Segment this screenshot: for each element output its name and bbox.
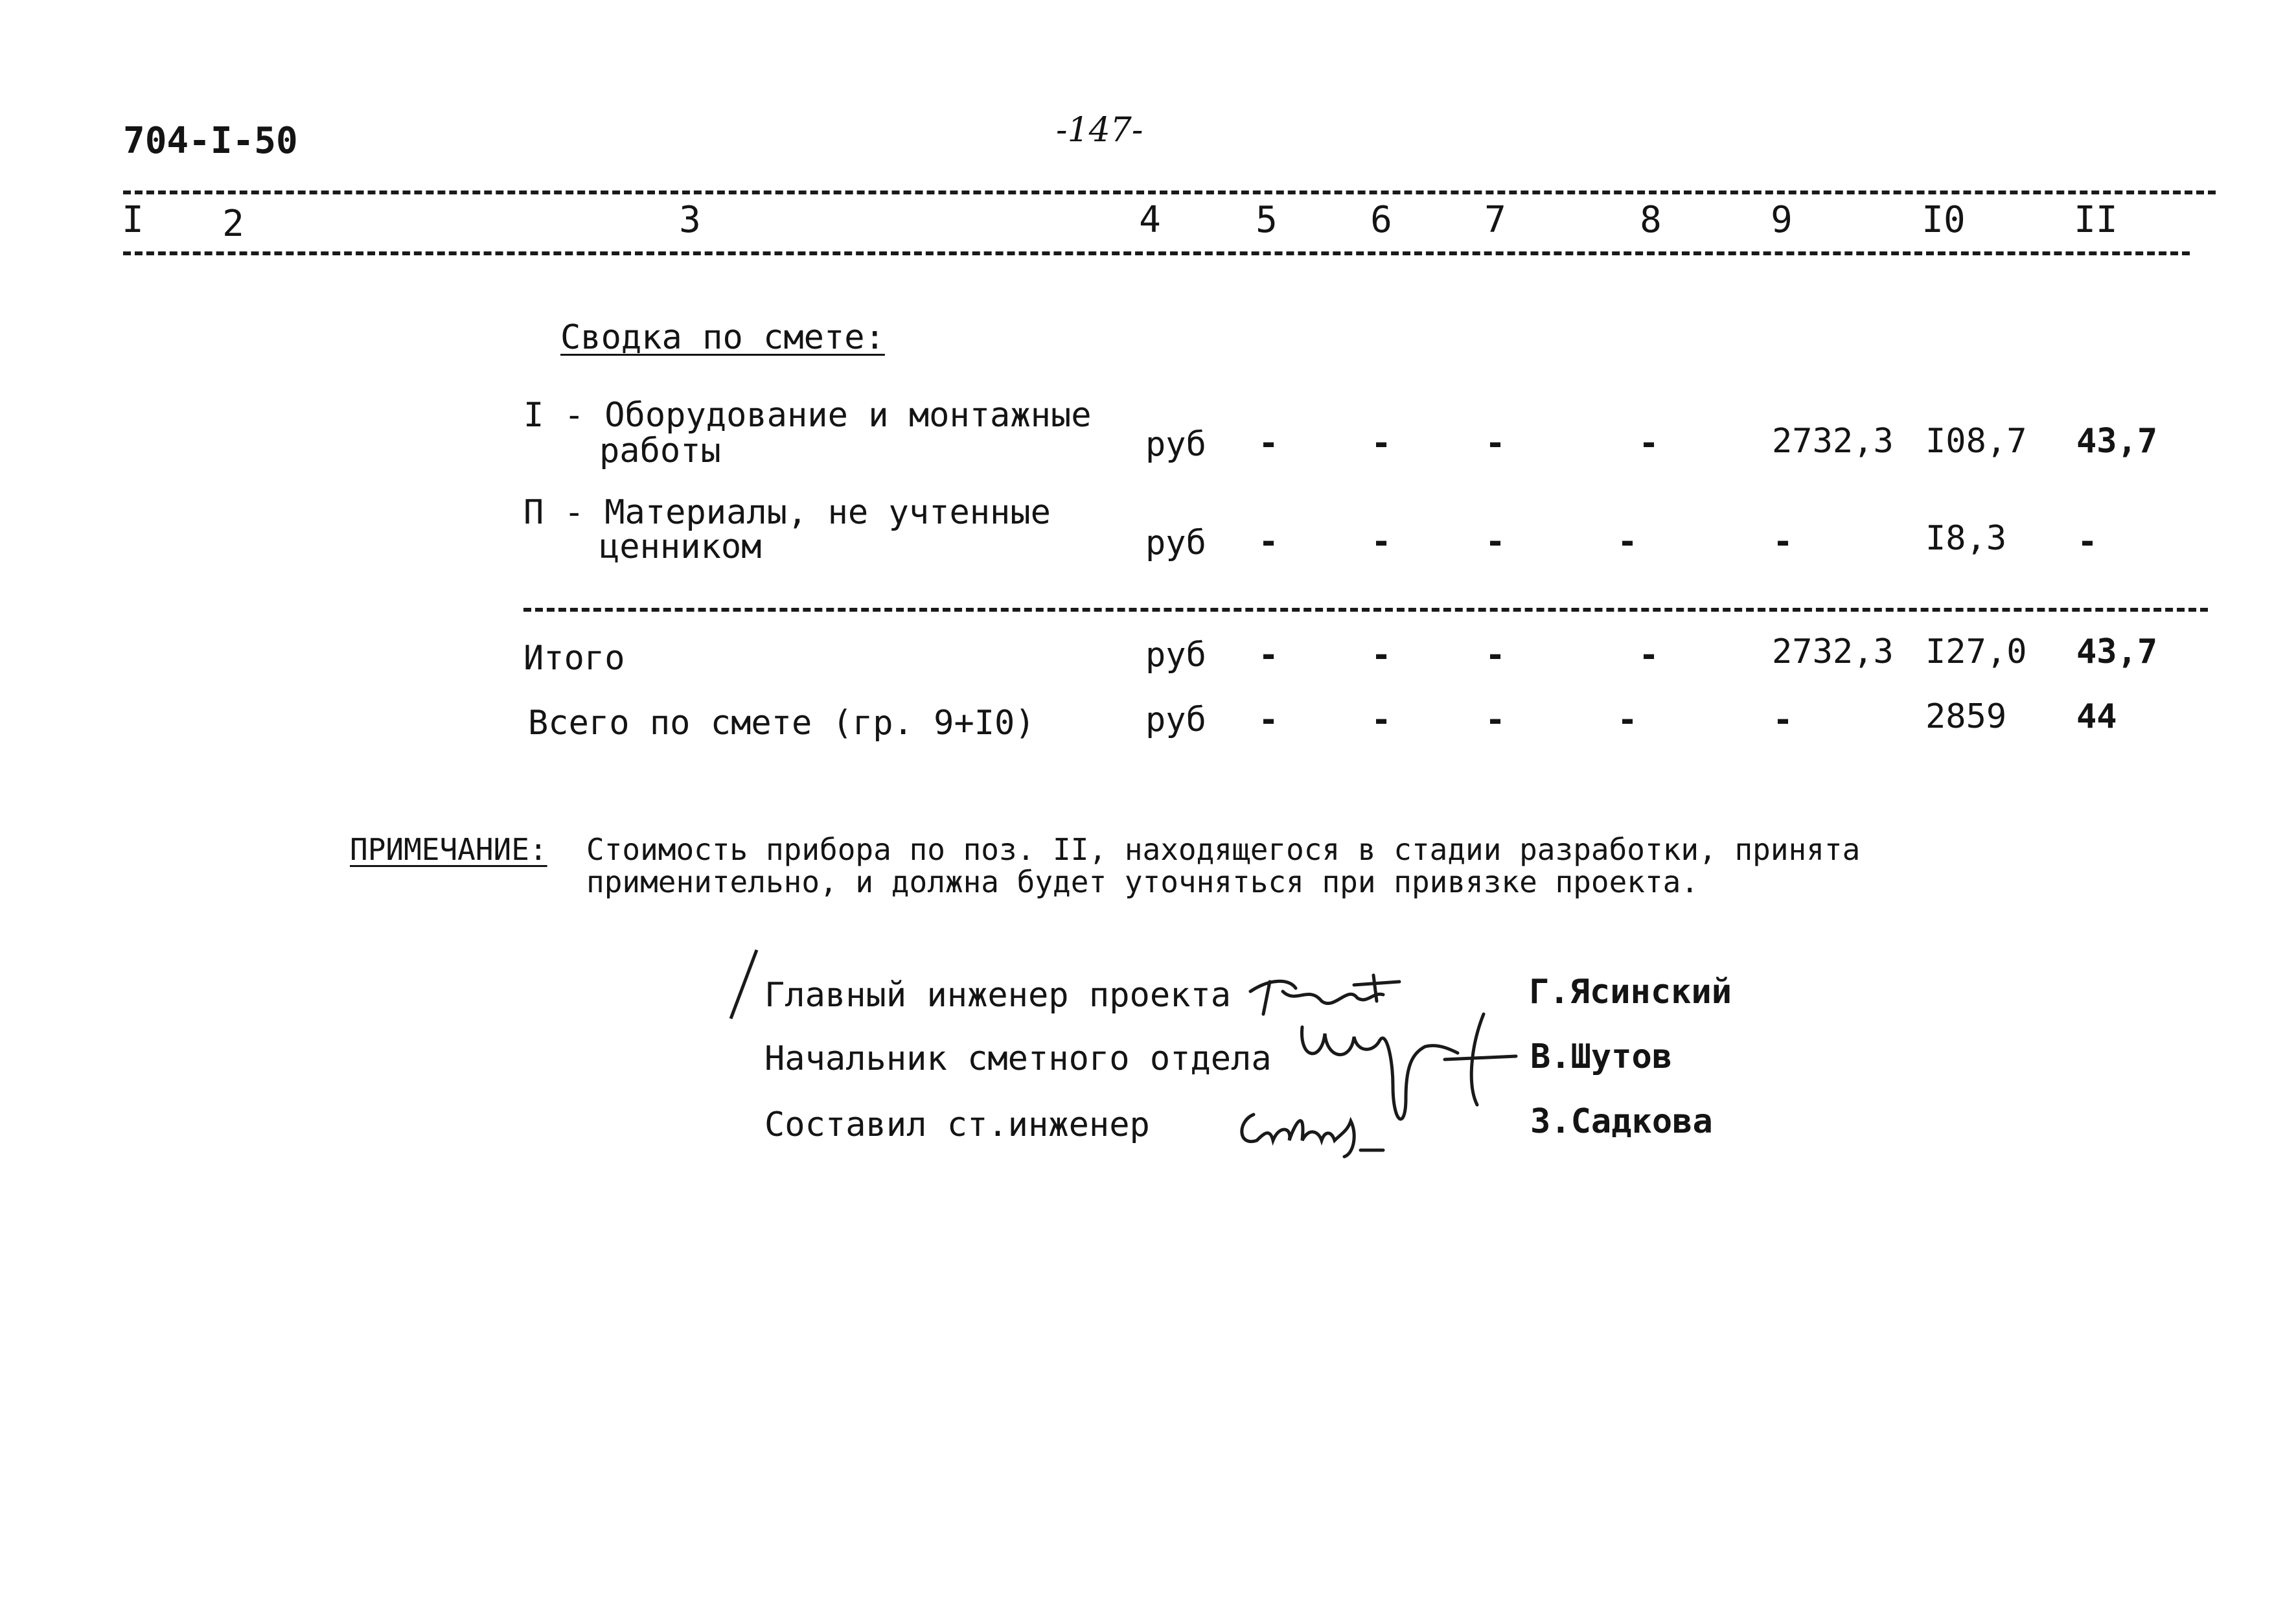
- row-label-line2: ценником: [599, 527, 762, 566]
- signatory-role: Главный инженер проекта: [764, 976, 1232, 1015]
- value-cell: I27,0: [1925, 632, 2027, 671]
- unit-cell: руб: [1145, 700, 1206, 739]
- column-number: 2: [222, 203, 244, 245]
- value-cell: -: [1773, 522, 1793, 561]
- note-text-line1: Стоимость прибора по поз. II, находящегося в стадии разработки, принята: [586, 832, 1861, 867]
- column-number: 3: [679, 199, 701, 241]
- handwritten-signature-compiler: [1234, 1095, 1416, 1160]
- value-cell: I8,3: [1925, 519, 2007, 558]
- row-label-line2: работы: [599, 432, 721, 470]
- column-number: 6: [1370, 199, 1392, 241]
- slash-mark: [726, 946, 764, 1024]
- value-cell: 44: [2076, 697, 2117, 736]
- value-cell: -: [1485, 700, 1506, 739]
- header-bottom-rule: [123, 251, 2190, 255]
- value-cell: -: [1485, 522, 1506, 561]
- signatory-role: Составил ст.инженер: [764, 1105, 1150, 1144]
- value-cell: -: [1485, 636, 1506, 675]
- unit-cell: руб: [1145, 524, 1206, 562]
- column-number: II: [2074, 199, 2118, 241]
- note-label: ПРИМЕЧАНИЕ:: [350, 832, 547, 867]
- column-number: 7: [1484, 199, 1506, 241]
- signatory-role: Начальник сметного отдела: [764, 1039, 1272, 1078]
- value-cell: -: [1371, 700, 1392, 739]
- signatory-name: З.Садкова: [1530, 1102, 1713, 1141]
- column-number: I0: [1922, 199, 1966, 241]
- value-cell: -: [1773, 700, 1793, 739]
- column-number: 9: [1771, 199, 1793, 241]
- note-text-line2: применительно, и должна будет уточняться при привязке проекта.: [586, 864, 1699, 899]
- value-cell: -: [1258, 424, 1279, 463]
- signatory-name: В.Шутов: [1530, 1037, 1673, 1076]
- column-number: I: [122, 199, 144, 241]
- header-top-rule: [123, 191, 2216, 194]
- column-number: 4: [1139, 199, 1161, 241]
- value-cell: -: [1485, 424, 1506, 463]
- total-separator-rule: [523, 608, 2208, 612]
- value-cell: -: [2077, 522, 2098, 561]
- signatory-name: Г.Ясинский: [1529, 973, 1732, 1012]
- value-cell: I08,7: [1925, 422, 2027, 461]
- value-cell: -: [1258, 522, 1279, 561]
- column-number: 8: [1640, 199, 1662, 241]
- value-cell: -: [1371, 424, 1392, 463]
- value-cell: 43,7: [2076, 632, 2158, 671]
- value-cell: -: [1638, 636, 1659, 675]
- page-number: -147-: [1056, 111, 1143, 150]
- value-cell: -: [1617, 522, 1638, 561]
- value-cell: 2859: [1925, 697, 2007, 736]
- value-cell: 2732,3: [1772, 422, 1894, 461]
- value-cell: -: [1371, 636, 1392, 675]
- unit-cell: руб: [1145, 425, 1206, 464]
- column-number: 5: [1256, 199, 1278, 241]
- summary-title: Сводка по смете:: [560, 318, 885, 357]
- value-cell: -: [1258, 636, 1279, 675]
- unit-cell: руб: [1145, 636, 1206, 675]
- value-cell: -: [1638, 424, 1659, 463]
- total-label: Итого: [523, 639, 625, 678]
- document-code: 704-I-50: [123, 120, 298, 162]
- row-label-line1: I - Оборудование и монтажные: [523, 396, 1092, 435]
- value-cell: 2732,3: [1772, 632, 1894, 671]
- value-cell: -: [1258, 700, 1279, 739]
- value-cell: -: [1617, 700, 1638, 739]
- value-cell: -: [1371, 522, 1392, 561]
- row-label-line1: П - Материалы, не учтенные: [523, 493, 1051, 532]
- value-cell: 43,7: [2076, 422, 2158, 461]
- grand-total-label: Всего по смете (гр. 9+I0): [528, 704, 1035, 743]
